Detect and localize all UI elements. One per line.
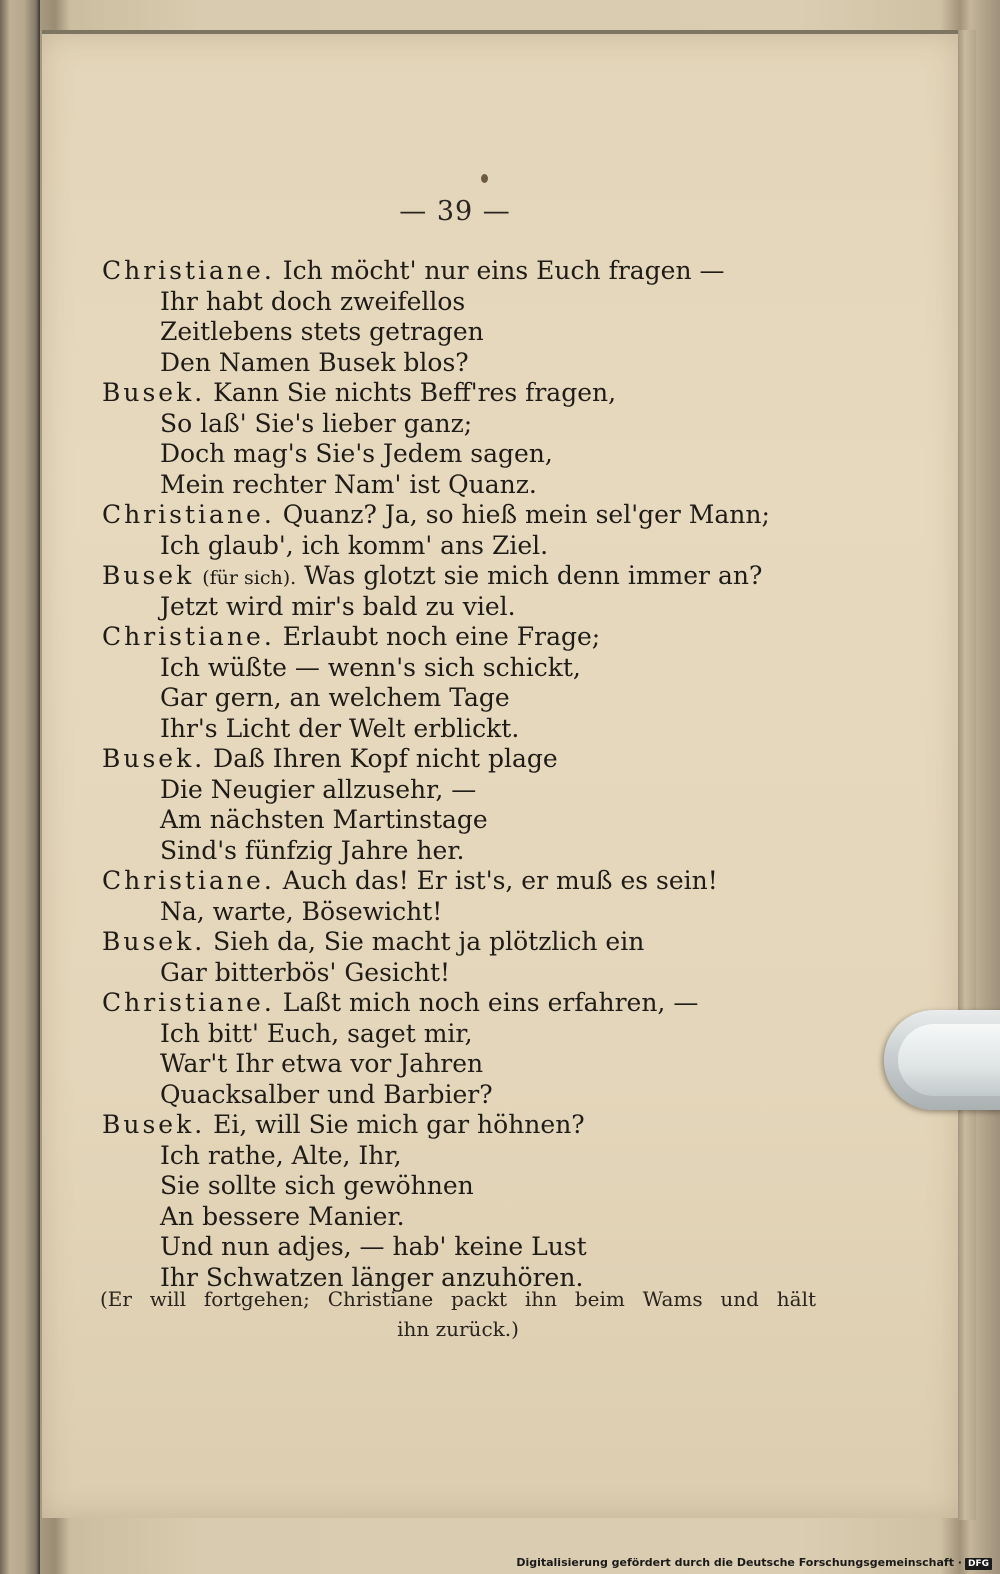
verse-line	[102, 409, 822, 440]
verse-line	[102, 1171, 822, 1202]
line-text: Sind's fünfzig Jahre her.	[160, 835, 465, 865]
line-text: Laßt mich noch eins erfahren, —	[282, 988, 699, 1017]
line-text: Ich bitt' Euch, saget mir,	[160, 1018, 473, 1048]
line-text: Ich wüßte — wenn's sich schickt,	[160, 652, 581, 682]
line-text: Ich glaub', ich komm' ans Ziel.	[160, 530, 549, 560]
paper-spot	[481, 174, 488, 183]
page-number: — 39 —	[399, 196, 511, 227]
speaker-line	[102, 866, 822, 897]
speaker-line	[102, 927, 822, 958]
line-text: Quanz? Ja, so hieß mein sel'ger Mann;	[282, 500, 770, 529]
verse-line	[102, 897, 822, 928]
speaker-name: Christiane.	[102, 256, 275, 285]
line-text: Ihr Schwatzen länger anzuhören.	[160, 1262, 584, 1292]
stage-direction-line: ihn zurück.)	[397, 1317, 519, 1341]
line-text: Die Neugier allzusehr, —	[160, 774, 477, 804]
line-text: Ich rathe, Alte, Ihr,	[160, 1140, 402, 1170]
line-text: Sieh da, Sie macht ja plötzlich ein	[213, 927, 645, 956]
line-text: Am nächsten Martinstage	[160, 805, 488, 834]
line-text: Daß Ihren Kopf nicht plage	[213, 744, 558, 773]
dfg-logo: DFG	[965, 1558, 992, 1570]
book-right-edge	[958, 30, 976, 1520]
stage-aside: (für sich).	[202, 567, 297, 589]
line-text: Quacksalber und Barbier?	[160, 1079, 493, 1109]
line-text: Was glotzt sie mich denn immer an?	[304, 561, 763, 590]
line-text: Sie sollte sich gewöhnen	[160, 1171, 474, 1200]
speaker-name: Busek.	[102, 378, 206, 407]
verse-line	[102, 836, 822, 867]
line-text: Zeitlebens stets getragen	[160, 317, 484, 346]
credit-text: Digitalisierung gefördert durch die Deutsche Forschungsgemeinschaft ·	[516, 1556, 962, 1569]
verse-line	[102, 683, 822, 714]
previous-page-edge	[0, 0, 40, 1574]
line-text: Erlaubt noch eine Frage;	[282, 622, 601, 651]
line-text: Gar gern, an welchem Tage	[160, 683, 510, 712]
speaker-line	[102, 256, 822, 287]
speaker-line	[102, 500, 822, 531]
speaker-name: Busek	[102, 561, 195, 590]
stage-direction	[100, 1284, 816, 1344]
line-text: Kann Sie nichts Beff'res fragen,	[213, 378, 617, 407]
page-clip-highlight	[898, 1024, 1000, 1096]
line-text: Gar bitterbös' Gesicht!	[160, 957, 451, 987]
verse-line	[102, 1080, 822, 1111]
line-text: An bessere Manier.	[160, 1201, 405, 1231]
line-text: Und nun adjes, — hab' keine Lust	[160, 1232, 587, 1261]
line-text: Auch das! Er ist's, er muß es sein!	[282, 866, 718, 895]
speaker-name: Christiane.	[102, 622, 275, 651]
verse-line	[102, 592, 822, 623]
line-text: Ich möcht' nur eins Euch fragen —	[282, 256, 725, 285]
verse-line	[102, 531, 822, 562]
verse-text	[102, 256, 822, 1293]
verse-line	[102, 1141, 822, 1172]
line-text: Ihr's Licht der Welt erblickt.	[160, 713, 520, 743]
verse-line	[102, 714, 822, 745]
verse-line	[102, 439, 822, 470]
line-text: Doch mag's Sie's Jedem sagen,	[160, 439, 553, 468]
speaker-line	[102, 988, 822, 1019]
verse-line	[102, 287, 822, 318]
speaker-name: Busek.	[102, 744, 206, 773]
speaker-line	[102, 561, 822, 592]
line-text: Ihr habt doch zweifellos	[160, 286, 466, 316]
verse-line	[102, 348, 822, 379]
line-text: Jetzt wird mir's bald zu viel.	[160, 591, 516, 621]
line-text: Den Namen Busek blos?	[160, 347, 469, 377]
line-text: So laß' Sie's lieber ganz;	[160, 408, 473, 438]
speaker-name: Christiane.	[102, 866, 275, 895]
speaker-line	[102, 744, 822, 775]
speaker-name: Busek.	[102, 927, 206, 956]
verse-line	[102, 470, 822, 501]
verse-line	[102, 317, 822, 348]
verse-line	[102, 775, 822, 806]
verse-line	[102, 805, 822, 836]
verse-line	[102, 1049, 822, 1080]
speaker-line	[102, 622, 822, 653]
line-text: Mein rechter Nam' ist Quanz.	[160, 469, 537, 499]
verse-line	[102, 1019, 822, 1050]
verse-line	[102, 653, 822, 684]
verse-line	[102, 958, 822, 989]
speaker-line	[102, 378, 822, 409]
stage-direction-line: (Er will fortgehen; Christiane packt ihn beim Wams und hält	[100, 1287, 816, 1311]
speaker-name: Christiane.	[102, 988, 275, 1017]
line-text: Ei, will Sie mich gar höhnen?	[213, 1110, 585, 1139]
line-text: Na, warte, Bösewicht!	[160, 896, 443, 926]
verse-line	[102, 1232, 822, 1263]
speaker-name: Christiane.	[102, 500, 275, 529]
speaker-line	[102, 1110, 822, 1141]
speaker-name: Busek.	[102, 1110, 206, 1139]
digitization-credit	[516, 1556, 992, 1570]
line-text: War't Ihr etwa vor Jahren	[160, 1049, 484, 1078]
verse-line	[102, 1202, 822, 1233]
